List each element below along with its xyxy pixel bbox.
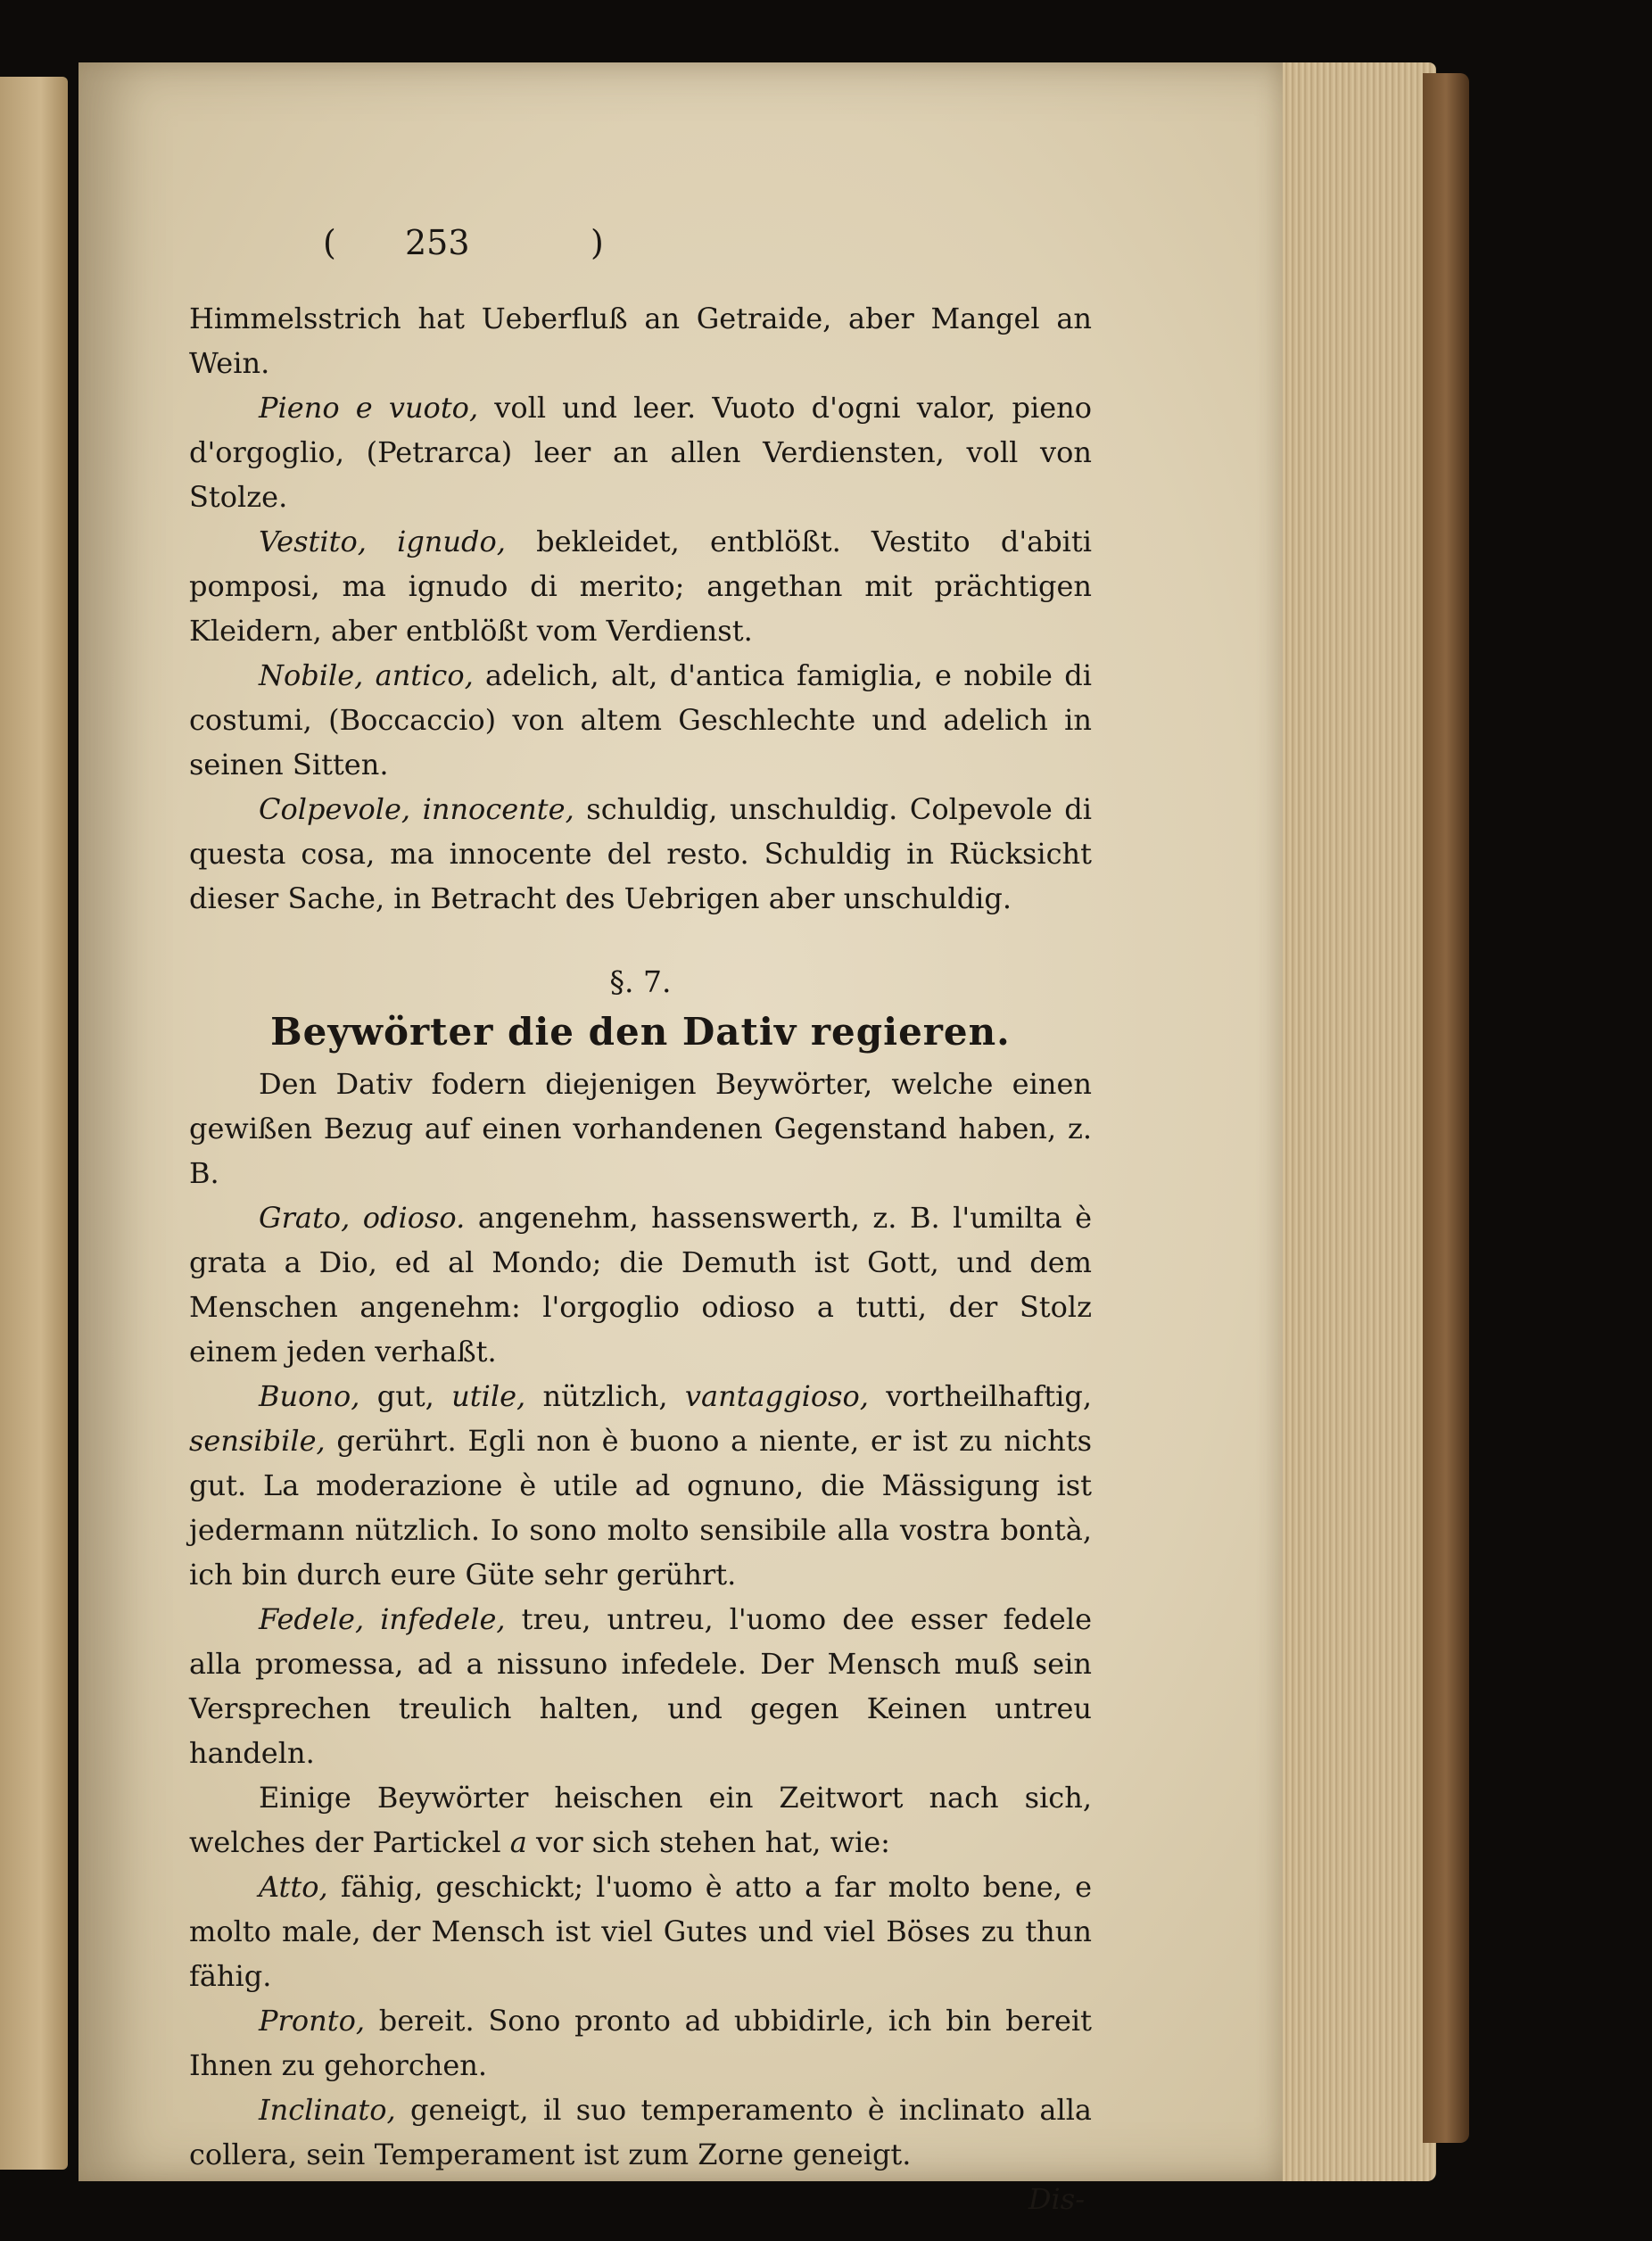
paragraph bbox=[189, 787, 1092, 921]
paragraph bbox=[189, 1374, 1092, 1597]
paragraph-text: Den Dativ fodern diejenigen Beywörter, welche einen gewißen Bezug auf einen vorhandenen Gegenstand haben, z. B. bbox=[189, 1067, 1092, 1190]
paragraph-text: Himmelsstrich hat Ueberfluß an Getraide, aber Mangel an Wein. bbox=[189, 302, 1092, 380]
term: Colpevole, innocente, bbox=[259, 792, 574, 826]
paragraph-text: angenehm, hassenswerth, z. B. l'umilta è grata a Dio, ed al Mondo; die Demuth ist Gott, und dem Menschen angenehm: l'orgoglio odioso a tutti, der Stolz einem jeden verhaßt. bbox=[189, 1201, 1093, 1369]
paragraph-text: bekleidet, entblößt. Vestito d'abiti pomposi, ma ignudo di merito; angethan mit prächtigen Kleidern, aber entblößt vom Verdienst. bbox=[189, 525, 1093, 648]
paragraph bbox=[189, 1865, 1092, 1998]
term: sensibile, bbox=[189, 1424, 326, 1458]
paragraph-text: nützlich, bbox=[525, 1379, 685, 1413]
paragraph-text: adelich, alt, d'antica famiglia, e nobile di costumi, (Boccaccio) von altem Geschlechte und adelich in seinen Sitten. bbox=[189, 658, 1093, 781]
paragraph bbox=[189, 1062, 1092, 1195]
term: Grato, odioso. bbox=[259, 1201, 466, 1235]
term: Fedele, infedele, bbox=[259, 1602, 506, 1636]
catchword: Dis- bbox=[1028, 2182, 1085, 2216]
book-cover-edge bbox=[1423, 73, 1469, 2143]
term: Pronto, bbox=[259, 2004, 365, 2038]
paragraph bbox=[189, 1195, 1092, 1374]
page-number: 253 bbox=[405, 223, 470, 262]
section-heading: Beywörter die den Dativ regieren. bbox=[270, 1010, 1011, 1054]
section-number: §. 7. bbox=[609, 964, 672, 999]
paragraph bbox=[189, 519, 1092, 653]
term: Buono, bbox=[259, 1379, 360, 1413]
term: Inclinato, bbox=[259, 2093, 396, 2127]
paragraph-text: vortheilhaftig, bbox=[868, 1379, 1093, 1413]
paragraph bbox=[189, 385, 1092, 519]
page-stack-edge bbox=[1276, 62, 1436, 2181]
term: Nobile, antico, bbox=[259, 658, 474, 692]
paragraph-text: Einige Beywörter heischen ein Zeitwort nach sich, welches der Partickel bbox=[189, 1781, 1092, 1859]
paragraph-text: vor sich stehen hat, wie: bbox=[526, 1825, 890, 1859]
term: utile, bbox=[451, 1379, 526, 1413]
paragraph bbox=[189, 1775, 1092, 1865]
previous-page-edge bbox=[0, 77, 68, 2170]
paragraph bbox=[189, 653, 1092, 787]
term: Pieno e vuoto, bbox=[259, 391, 479, 425]
paragraph-text: fähig, geschickt; l'uomo è atto a far molto bene, e molto male, der Mensch ist viel Gutes und viel Böses zu thun fähig. bbox=[189, 1870, 1092, 1993]
page-text bbox=[189, 296, 1092, 2221]
term: Vestito, ignudo, bbox=[259, 525, 506, 558]
paragraph-text: voll und leer. Vuoto d'ogni valor, pieno d'orgoglio, (Petrarca) leer an allen Verdiensten, voll von Stolze. bbox=[189, 391, 1093, 514]
page-number-close-paren: ) bbox=[591, 223, 604, 262]
page-header bbox=[323, 223, 787, 285]
term: Atto, bbox=[259, 1870, 328, 1904]
paragraph bbox=[189, 1998, 1092, 2088]
paragraph-text: gut, bbox=[359, 1379, 452, 1413]
paragraph-text: geneigt, il suo temperamento è inclinato alla collera, sein Temperament ist zum Zorne geneigt. bbox=[189, 2093, 1092, 2171]
paragraph bbox=[189, 296, 1092, 385]
paragraph bbox=[189, 1597, 1092, 1775]
term: a bbox=[509, 1825, 527, 1859]
paragraph-text: bereit. Sono pronto ad ubbidirle, ich bin bereit Ihnen zu gehorchen. bbox=[189, 2004, 1092, 2082]
page-number-open-paren: ( bbox=[323, 223, 336, 262]
paragraph-text: gerührt. Egli non è buono a niente, er ist zu nichts gut. La moderazione è utile ad ognuno, die Mässigung ist jedermann nützlich. Io sono molto sensibile alla vostra bontà, ich bin durch eure Güte sehr gerührt. bbox=[189, 1424, 1092, 1592]
paragraph-text: treu, untreu, l'uomo dee esser fedele alla promessa, ad a nissuno infedele. Der Mensch muß sein Versprechen treulich halten, und gegen Keinen untreu handeln. bbox=[189, 1602, 1092, 1770]
paragraph bbox=[189, 2088, 1092, 2177]
paragraph-text: schuldig, unschuldig. Colpevole di questa cosa, ma innocente del resto. Schuldig in Rücksicht dieser Sache, in Betracht des Uebrigen aber unschuldig. bbox=[189, 792, 1093, 915]
term: vantaggioso, bbox=[684, 1379, 869, 1413]
